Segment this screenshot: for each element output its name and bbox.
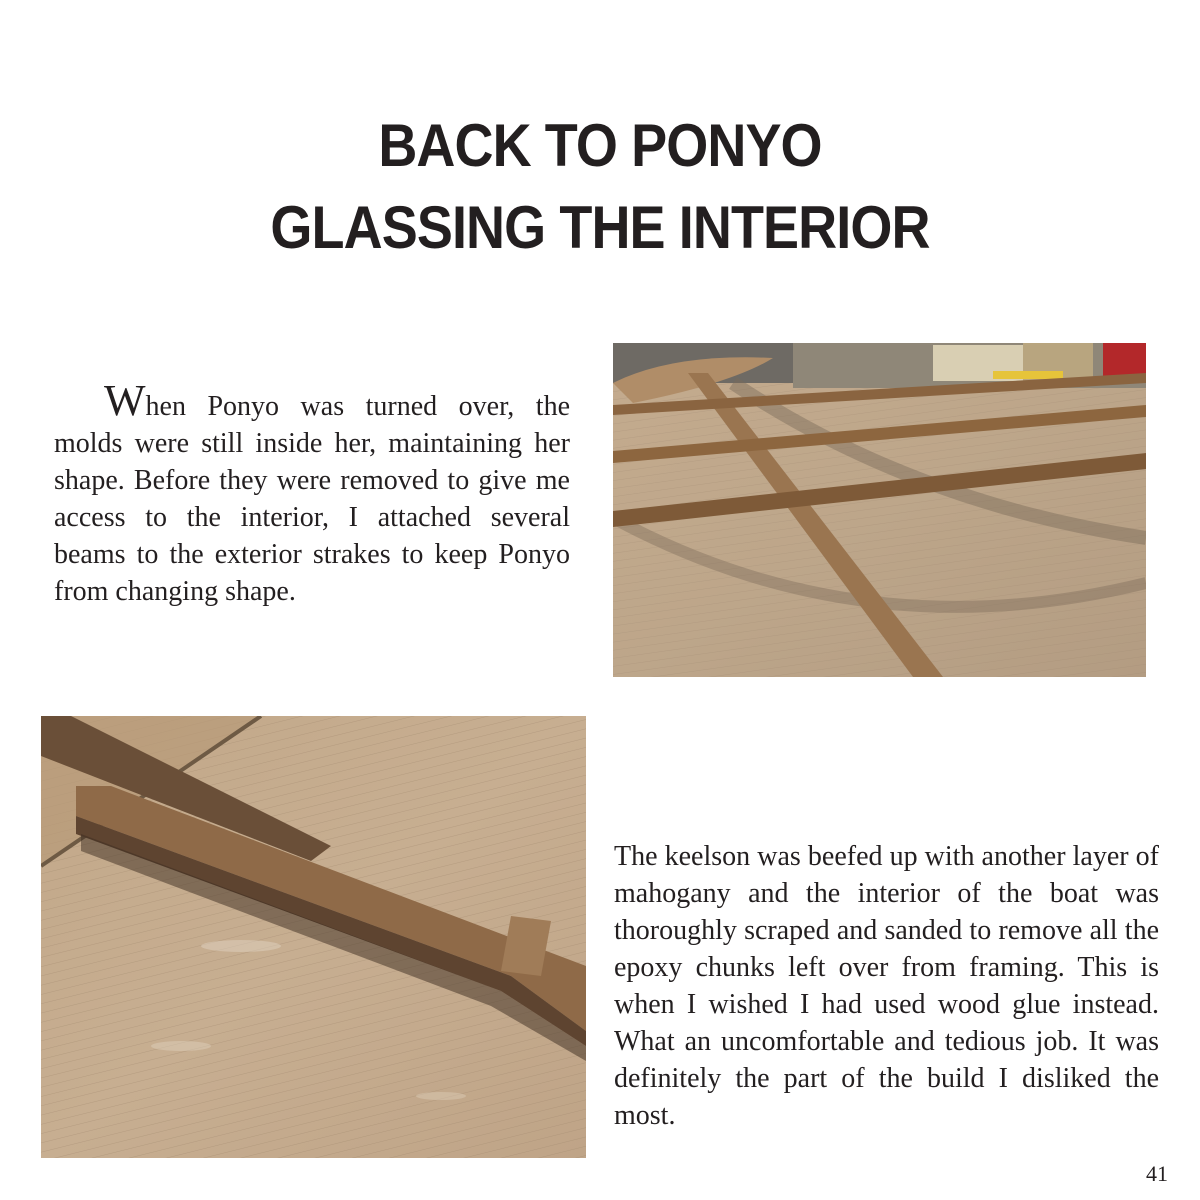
photo-hull-with-beams — [613, 343, 1146, 677]
photo-keelson-closeup — [41, 716, 586, 1158]
page-title-line-2: GLASSING THE INTERIOR — [270, 194, 930, 261]
drop-cap: W — [104, 376, 146, 425]
keelson-paragraph: The keelson was beefed up with another layer of mahogany and the interior of the boat was thoroughly scraped and sanded to remove all the epoxy chunks left over from framing. This is when I wished I had used wood glue instead. What an uncomfortable and tedious job. It was definitely the part of the build I disliked the most. — [614, 841, 1159, 1131]
photo-keelson-closeup-image — [41, 716, 586, 1158]
intro-paragraph — [54, 376, 570, 610]
photo-hull-with-beams-image — [613, 343, 1146, 677]
page-title-line-1: BACK TO PONYO — [378, 112, 822, 179]
intro-paragraph-text: hen Ponyo was turned over, the molds were still inside her, maintaining her shape. Before they were removed to give me access to the interior, I attached several beams to the exterior strakes to keep Ponyo from changing shape. — [54, 391, 570, 607]
page-number: 41 — [1146, 1161, 1168, 1186]
